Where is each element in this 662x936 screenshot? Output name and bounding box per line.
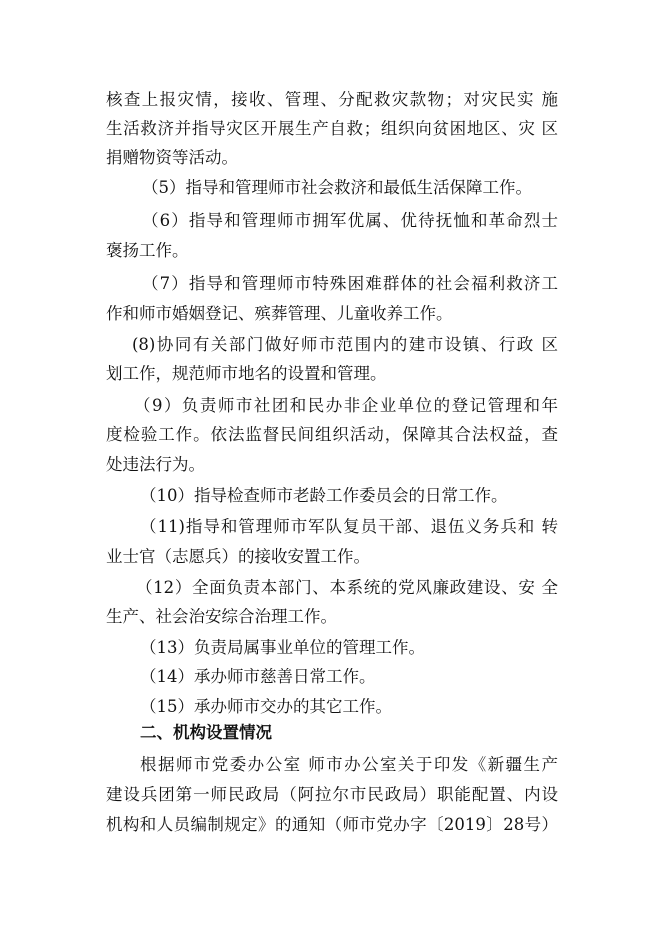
- list-item-10: （10）指导检查师市老龄工作委员会的日常工作。: [140, 486, 508, 505]
- list-item-6: （6）指导和管理师市拥军优属、优待抚恤和革命烈士: [142, 211, 558, 230]
- list-item-11: （11)指导和管理师市军队复员干部、退伍义务兵和 转: [140, 517, 558, 536]
- list-item-5: （5）指导和管理师市社会救济和最低生活保障工作。: [142, 178, 532, 197]
- body-text-line: 核查上报灾情，接收、管理、分配救灾款物；对灾民实 施: [106, 90, 558, 109]
- body-text-line: 度检验工作。依法监督民间组织活动，保障其合法权益，查: [106, 425, 558, 444]
- body-text-line: 划工作，规范师市地名的设置和管理。: [106, 364, 387, 383]
- body-text-line: 业士官（志愿兵）的接收安置工作。: [106, 547, 370, 566]
- list-item-9: （9）负责师市社团和民办非企业单位的登记管理和年: [134, 396, 558, 415]
- list-item-8: (8)协同有关部门做好师市范围内的建市设镇、行政 区: [132, 335, 558, 354]
- body-text-line: 根据师市党委办公室 师市办公室关于印发《新疆生产: [140, 755, 558, 774]
- list-item-13: （13）负责局属事业单位的管理工作。: [140, 638, 425, 657]
- list-item-12: （12）全面负责本部门、本系统的党风廉政建设、安 全: [136, 578, 558, 597]
- body-text-line: 机构和人员编制规定》的通知（师市党办字〔2019〕28号）: [106, 815, 558, 834]
- body-text-line: 处违法行为。: [106, 455, 205, 474]
- body-text-line: 生产、社会治安综合治理工作。: [106, 607, 337, 626]
- list-item-15: （15）承办师市交办的其它工作。: [140, 697, 392, 716]
- body-text-line: 捐赠物资等活动。: [106, 148, 238, 167]
- body-text-line: 建设兵团第一师民政局（阿拉尔市民政局）职能配置、内设: [106, 785, 558, 804]
- section-heading: 二、机构设置情况: [140, 723, 272, 742]
- body-text-line: 褒扬工作。: [106, 241, 189, 260]
- body-text-line: 作和师市婚姻登记、殡葬管理、儿童收养工作。: [106, 304, 453, 323]
- list-item-7: （7）指导和管理师市特殊困难群体的社会福利救济工: [142, 274, 558, 293]
- body-text-line: 生活救济并指导灾区开展生产自救；组织向贫困地区、灾 区: [106, 119, 558, 138]
- list-item-14: （14）承办师市慈善日常工作。: [140, 667, 376, 686]
